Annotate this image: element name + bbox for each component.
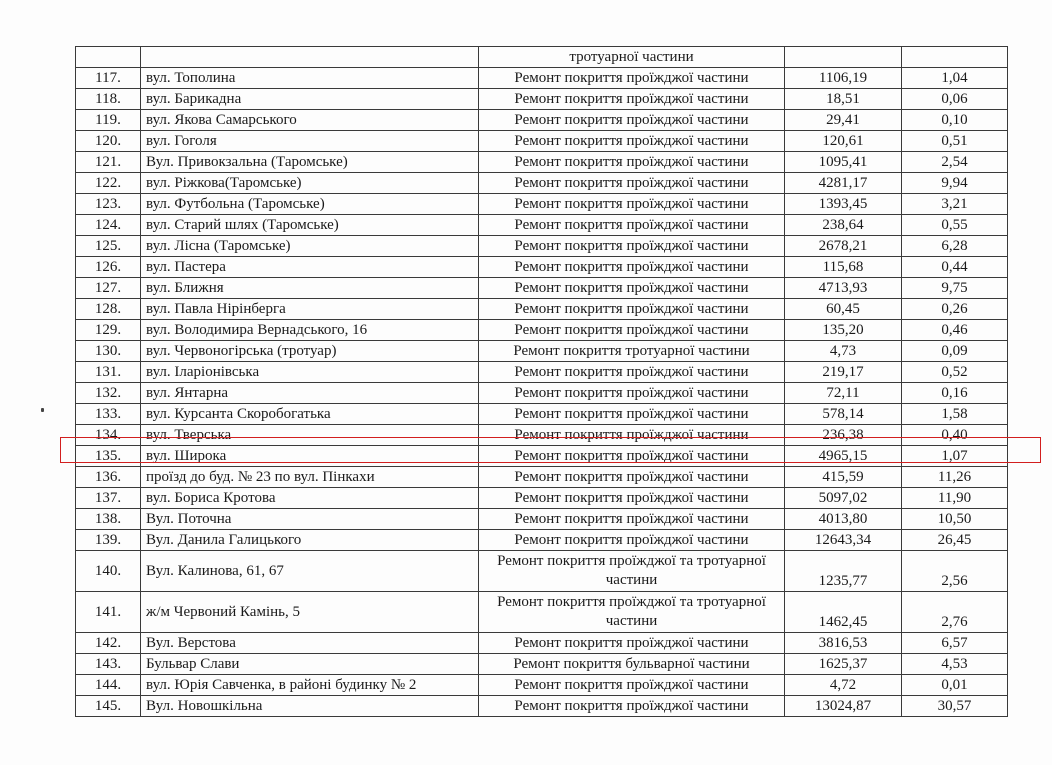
row-number: 140.	[76, 551, 141, 592]
street-name: вул. Ріжкова(Таромське)	[141, 173, 479, 194]
table-row	[76, 215, 1008, 236]
table-row	[76, 89, 1008, 110]
street-name: вул. Лісна (Таромське)	[141, 236, 479, 257]
work-description: Ремонт покриття проїжджої частини	[479, 509, 785, 530]
table-row	[76, 341, 1008, 362]
row-number: 139.	[76, 530, 141, 551]
table-row	[76, 530, 1008, 551]
table-row	[76, 173, 1008, 194]
row-number: 123.	[76, 194, 141, 215]
table-row	[76, 551, 1008, 592]
work-description: Ремонт покриття проїжджої частини	[479, 131, 785, 152]
cost-value: 0,01	[902, 675, 1008, 696]
street-name: вул. Бориса Кротова	[141, 488, 479, 509]
area-value: 5097,02	[785, 488, 902, 509]
area-value: 135,20	[785, 320, 902, 341]
work-description: Ремонт покриття проїжджої частини	[479, 383, 785, 404]
street-name: вул. Тверська	[141, 425, 479, 446]
work-description: Ремонт покриття проїжджої частини	[479, 530, 785, 551]
area-value: 236,38	[785, 425, 902, 446]
area-value: 1106,19	[785, 68, 902, 89]
area-value: 1393,45	[785, 194, 902, 215]
street-name: вул. Юрія Савченка, в районі будинку № 2	[141, 675, 479, 696]
table-row	[76, 696, 1008, 717]
cost-value: 1,58	[902, 404, 1008, 425]
table-row	[76, 404, 1008, 425]
row-number: 120.	[76, 131, 141, 152]
area-value: 120,61	[785, 131, 902, 152]
table-row	[76, 131, 1008, 152]
row-number: 124.	[76, 215, 141, 236]
area-value: 1235,77	[785, 551, 902, 592]
work-description: Ремонт покриття проїжджої частини	[479, 633, 785, 654]
area-value: 4,73	[785, 341, 902, 362]
work-description: Ремонт покриття проїжджої частини	[479, 446, 785, 467]
cost-value: 6,28	[902, 236, 1008, 257]
table-row	[76, 278, 1008, 299]
street-name: вул. Павла Нірінберга	[141, 299, 479, 320]
work-description: Ремонт покриття проїжджої частини	[479, 236, 785, 257]
table-row	[76, 236, 1008, 257]
table-row	[76, 152, 1008, 173]
street-name: вул. Курсанта Скоробогатька	[141, 404, 479, 425]
cost-value: 0,46	[902, 320, 1008, 341]
area-value: 578,14	[785, 404, 902, 425]
cost-value: 2,54	[902, 152, 1008, 173]
work-description: Ремонт покриття проїжджої частини	[479, 467, 785, 488]
cost-value: 2,56	[902, 551, 1008, 592]
table-row	[76, 633, 1008, 654]
street-name: Вул. Привокзальна (Таромське)	[141, 152, 479, 173]
row-number: 126.	[76, 257, 141, 278]
table-row	[76, 509, 1008, 530]
work-description: Ремонт покриття проїжджої та тротуарної частини	[479, 551, 785, 592]
table-row	[76, 68, 1008, 89]
work-description: Ремонт покриття проїжджої частини	[479, 404, 785, 425]
cost-value: 9,94	[902, 173, 1008, 194]
cost-value: 0,55	[902, 215, 1008, 236]
area-value: 415,59	[785, 467, 902, 488]
street-name: вул. Гоголя	[141, 131, 479, 152]
row-number: 130.	[76, 341, 141, 362]
row-number: 142.	[76, 633, 141, 654]
row-number: 121.	[76, 152, 141, 173]
street-name: вул. Тополина	[141, 68, 479, 89]
cost-value: 3,21	[902, 194, 1008, 215]
street-name	[141, 47, 479, 68]
row-number	[76, 47, 141, 68]
area-value: 115,68	[785, 257, 902, 278]
work-description: Ремонт покриття проїжджої частини	[479, 89, 785, 110]
area-value: 4965,15	[785, 446, 902, 467]
row-number: 137.	[76, 488, 141, 509]
area-value: 60,45	[785, 299, 902, 320]
work-description: Ремонт покриття проїжджої частини	[479, 110, 785, 131]
street-name: Вул. Поточна	[141, 509, 479, 530]
area-value: 2678,21	[785, 236, 902, 257]
row-number: 127.	[76, 278, 141, 299]
cost-value: 11,26	[902, 467, 1008, 488]
area-value: 1462,45	[785, 592, 902, 633]
row-number: 133.	[76, 404, 141, 425]
street-name: ж/м Червоний Камінь, 5	[141, 592, 479, 633]
street-name: вул. Іларіонівська	[141, 362, 479, 383]
cost-value: 0,52	[902, 362, 1008, 383]
area-value: 29,41	[785, 110, 902, 131]
cost-value: 0,44	[902, 257, 1008, 278]
street-name: вул. Якова Самарського	[141, 110, 479, 131]
area-value: 219,17	[785, 362, 902, 383]
area-value: 72,11	[785, 383, 902, 404]
street-name: Вул. Данила Галицького	[141, 530, 479, 551]
cost-value: 0,10	[902, 110, 1008, 131]
area-value: 4281,17	[785, 173, 902, 194]
table-row	[76, 257, 1008, 278]
cost-value: 1,04	[902, 68, 1008, 89]
work-description: Ремонт покриття проїжджої частини	[479, 320, 785, 341]
work-description: тротуарної частини	[479, 47, 785, 68]
table-row	[76, 425, 1008, 446]
cost-value: 0,40	[902, 425, 1008, 446]
cost-value: 30,57	[902, 696, 1008, 717]
row-number: 118.	[76, 89, 141, 110]
street-name: вул. Старий шлях (Таромське)	[141, 215, 479, 236]
table-body	[76, 47, 1008, 717]
area-value: 4,72	[785, 675, 902, 696]
row-number: 141.	[76, 592, 141, 633]
area-value: 1095,41	[785, 152, 902, 173]
row-number: 122.	[76, 173, 141, 194]
row-number: 143.	[76, 654, 141, 675]
cost-value: 0,16	[902, 383, 1008, 404]
work-description: Ремонт покриття проїжджої частини	[479, 173, 785, 194]
cost-value: 6,57	[902, 633, 1008, 654]
table-row	[76, 362, 1008, 383]
row-number: 125.	[76, 236, 141, 257]
row-number: 134.	[76, 425, 141, 446]
row-number: 138.	[76, 509, 141, 530]
street-name: вул. Пастера	[141, 257, 479, 278]
table-row	[76, 488, 1008, 509]
work-description: Ремонт покриття проїжджої частини	[479, 194, 785, 215]
work-description: Ремонт покриття тротуарної частини	[479, 341, 785, 362]
row-number: 128.	[76, 299, 141, 320]
table-row	[76, 467, 1008, 488]
work-description: Ремонт покриття бульварної частини	[479, 654, 785, 675]
cost-value: 10,50	[902, 509, 1008, 530]
work-description: Ремонт покриття проїжджої частини	[479, 68, 785, 89]
area-value: 4713,93	[785, 278, 902, 299]
work-description: Ремонт покриття проїжджої частини	[479, 488, 785, 509]
work-description: Ремонт покриття проїжджої частини	[479, 362, 785, 383]
area-value: 18,51	[785, 89, 902, 110]
work-description: Ремонт покриття проїжджої та тротуарної частини	[479, 592, 785, 633]
table-row	[76, 592, 1008, 633]
area-value: 238,64	[785, 215, 902, 236]
row-number: 144.	[76, 675, 141, 696]
cost-value: 0,26	[902, 299, 1008, 320]
scan-speck	[41, 408, 44, 412]
street-name: вул. Футбольна (Таромське)	[141, 194, 479, 215]
work-description: Ремонт покриття проїжджої частини	[479, 696, 785, 717]
work-description: Ремонт покриття проїжджої частини	[479, 257, 785, 278]
table-row	[76, 194, 1008, 215]
cost-value: 0,09	[902, 341, 1008, 362]
cost-value: 9,75	[902, 278, 1008, 299]
cost-value: 26,45	[902, 530, 1008, 551]
cost-value: 1,07	[902, 446, 1008, 467]
repair-works-table	[75, 46, 1008, 717]
street-name: Вул. Новошкільна	[141, 696, 479, 717]
row-number: 135.	[76, 446, 141, 467]
street-name: вул. Червоногірська (тротуар)	[141, 341, 479, 362]
street-name: Вул. Калинова, 61, 67	[141, 551, 479, 592]
row-number: 117.	[76, 68, 141, 89]
table-row	[76, 320, 1008, 341]
table-row	[76, 675, 1008, 696]
cost-value: 0,06	[902, 89, 1008, 110]
row-number: 119.	[76, 110, 141, 131]
street-name: вул. Володимира Вернадського, 16	[141, 320, 479, 341]
work-description: Ремонт покриття проїжджої частини	[479, 675, 785, 696]
street-name: вул. Ближня	[141, 278, 479, 299]
table-row	[76, 110, 1008, 131]
street-name: вул. Барикадна	[141, 89, 479, 110]
cost-value: 2,76	[902, 592, 1008, 633]
table-row	[76, 446, 1008, 467]
row-number: 132.	[76, 383, 141, 404]
area-value	[785, 47, 902, 68]
row-number: 129.	[76, 320, 141, 341]
cost-value	[902, 47, 1008, 68]
area-value: 13024,87	[785, 696, 902, 717]
cost-value: 0,51	[902, 131, 1008, 152]
row-number: 131.	[76, 362, 141, 383]
street-name: проїзд до буд. № 23 по вул. Пінкахи	[141, 467, 479, 488]
street-name: Бульвар Слави	[141, 654, 479, 675]
area-value: 12643,34	[785, 530, 902, 551]
street-name: Вул. Верстова	[141, 633, 479, 654]
work-description: Ремонт покриття проїжджої частини	[479, 299, 785, 320]
street-name: вул. Янтарна	[141, 383, 479, 404]
table-row	[76, 299, 1008, 320]
work-description: Ремонт покриття проїжджої частини	[479, 152, 785, 173]
row-number: 136.	[76, 467, 141, 488]
cost-value: 11,90	[902, 488, 1008, 509]
table-row	[76, 654, 1008, 675]
work-description: Ремонт покриття проїжджої частини	[479, 215, 785, 236]
work-description: Ремонт покриття проїжджої частини	[479, 278, 785, 299]
table-row	[76, 383, 1008, 404]
street-name: вул. Широка	[141, 446, 479, 467]
continuation-row	[76, 47, 1008, 68]
area-value: 4013,80	[785, 509, 902, 530]
work-description: Ремонт покриття проїжджої частини	[479, 425, 785, 446]
area-value: 3816,53	[785, 633, 902, 654]
cost-value: 4,53	[902, 654, 1008, 675]
area-value: 1625,37	[785, 654, 902, 675]
row-number: 145.	[76, 696, 141, 717]
